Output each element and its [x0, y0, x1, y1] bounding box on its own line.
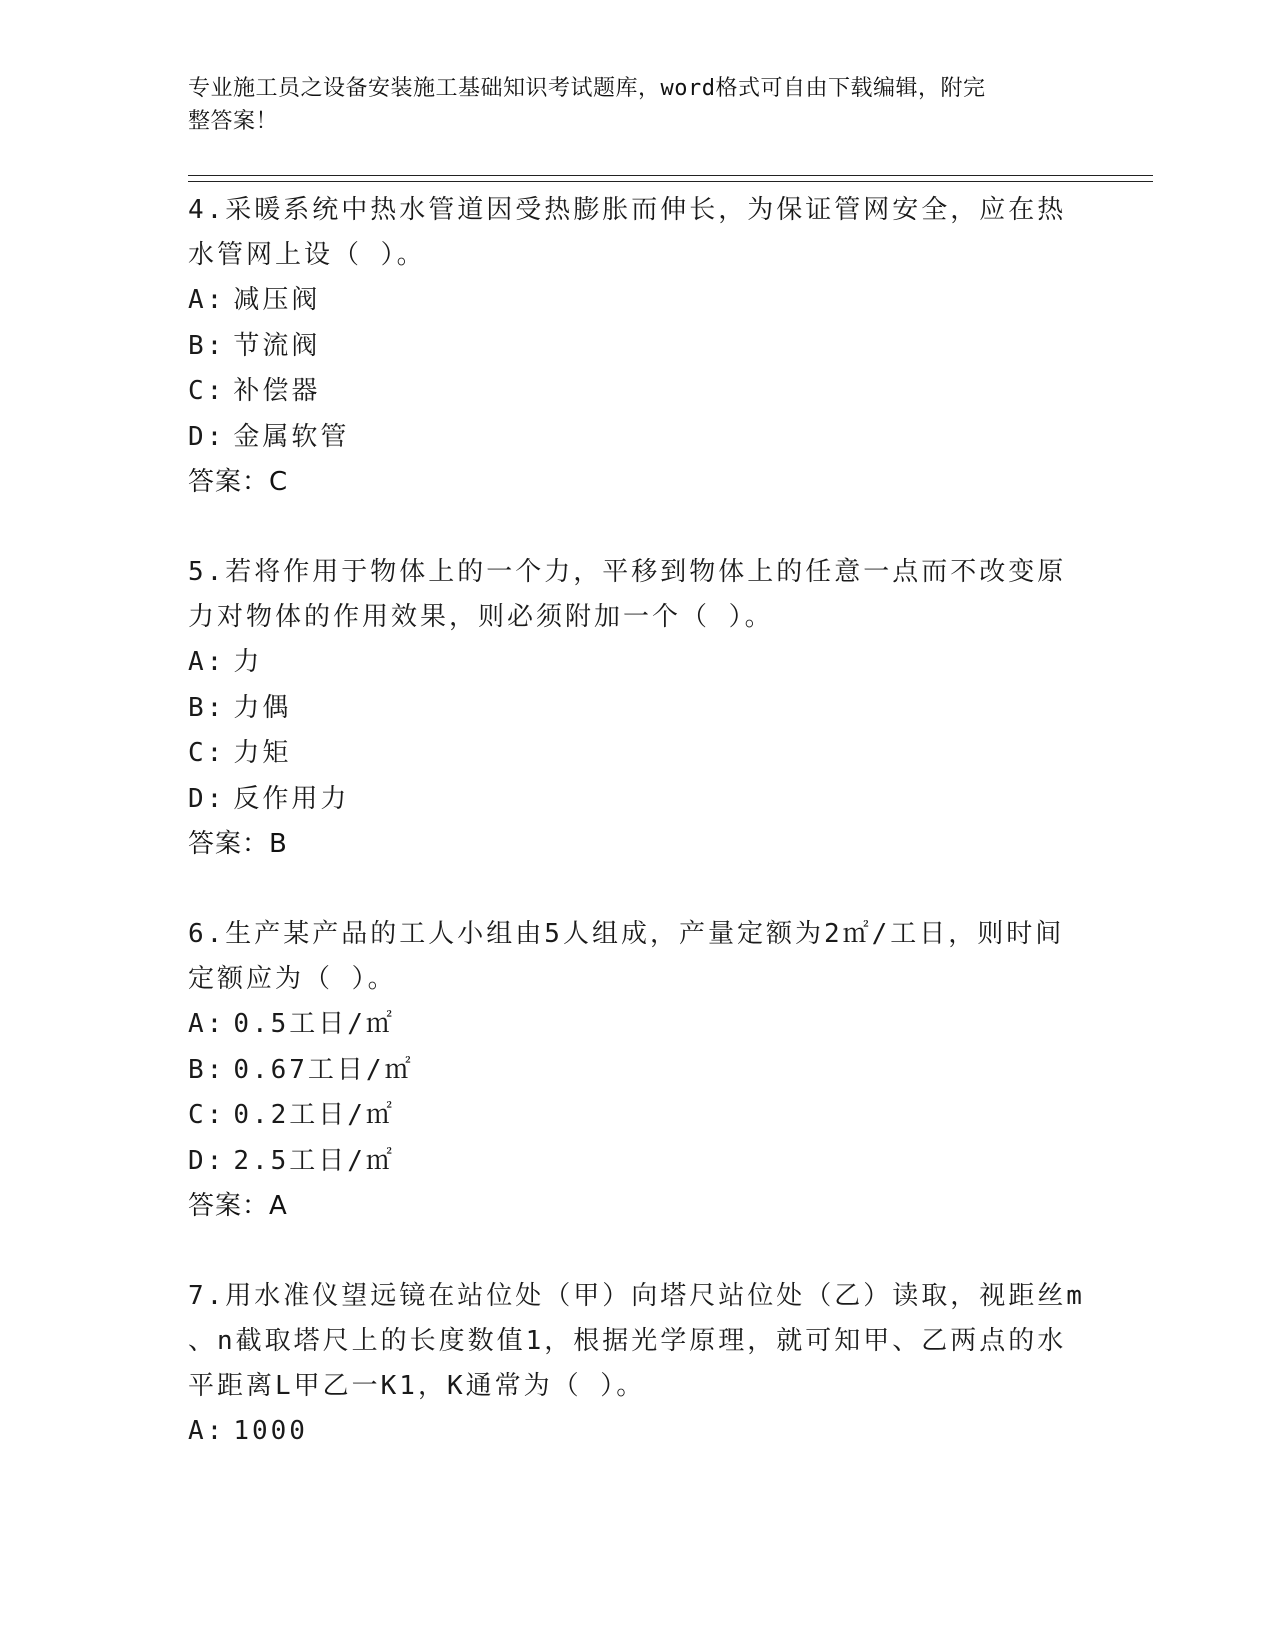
option-key: D: [188, 421, 226, 452]
option-a [188, 278, 1088, 324]
option-b [188, 1048, 1088, 1094]
option-key: D: [188, 1145, 226, 1176]
option-key: A: [188, 647, 226, 677]
answer-line: 答案：C [188, 467, 289, 497]
answer-line: 答案：A [188, 1191, 288, 1221]
option-key: A: [188, 285, 226, 315]
option-text: 反作用力 [233, 783, 350, 814]
option-b [188, 324, 1088, 370]
option-text: 力 [233, 647, 263, 677]
header-line-2: 整答案！ [188, 109, 279, 134]
question-stem-line: 定额应为（ ）。 [188, 964, 397, 994]
option-a [188, 1409, 1088, 1455]
option-text: 0.67工日/㎡ [233, 1054, 414, 1085]
option-key: D: [188, 783, 226, 814]
option-c [188, 1093, 1088, 1139]
option-text: 力偶 [233, 692, 292, 723]
option-text: 补偿器 [233, 376, 321, 406]
question-stem-line: 平距离L甲乙一K1，K通常为（ ）。 [188, 1371, 646, 1401]
option-text: 0.2工日/㎡ [233, 1100, 395, 1130]
option-key: B: [188, 1054, 226, 1085]
question-stem-line: 、n截取塔尺上的长度数值1，根据光学原理，就可知甲、乙两点的水 [188, 1326, 1067, 1356]
option-key: B: [188, 330, 226, 361]
option-text: 力矩 [233, 738, 292, 768]
header-line-1: 专业施工员之设备安装施工基础知识考试题库，word格式可自由下载编辑，附完 [188, 76, 986, 101]
option-d [188, 1139, 1088, 1185]
option-text: 0.5工日/㎡ [233, 1009, 395, 1039]
question-stem-line: 4.采暖系统中热水管道因受热膨胀而伸长，为保证管网安全，应在热 [188, 195, 1067, 225]
question-stem-line: 5.若将作用于物体上的一个力，平移到物体上的任意一点而不改变原 [188, 557, 1067, 587]
question-stem-line: 水管网上设（ ）。 [188, 240, 426, 270]
question-6 [188, 912, 1088, 1229]
option-key: B: [188, 692, 226, 723]
header-divider-bottom [188, 181, 1153, 182]
option-key: C: [188, 738, 226, 768]
question-stem-line: 力对物体的作用效果，则必须附加一个（ ）。 [188, 602, 774, 632]
header-divider-top [188, 175, 1153, 176]
option-c [188, 369, 1088, 415]
option-c [188, 731, 1088, 777]
option-text: 减压阀 [233, 285, 321, 315]
option-key: C: [188, 1100, 226, 1130]
option-a [188, 1002, 1088, 1048]
option-key: A: [188, 1009, 226, 1039]
document-header [188, 72, 1088, 138]
question-4 [188, 188, 1088, 505]
option-a [188, 640, 1088, 686]
option-text: 节流阀 [233, 330, 321, 361]
question-5 [188, 550, 1088, 867]
option-key: C: [188, 376, 226, 406]
option-text: 1000 [233, 1416, 308, 1446]
question-stem-line: 6.生产某产品的工人小组由5人组成，产量定额为2㎡/工日，则时间 [188, 919, 1065, 949]
option-d [188, 415, 1088, 461]
question-stem-line: 7.用水准仪望远镜在站位处（甲）向塔尺站位处（乙）读取，视距丝m [188, 1281, 1085, 1311]
option-text: 2.5工日/㎡ [233, 1145, 395, 1176]
answer-line: 答案：B [188, 829, 288, 859]
option-text: 金属软管 [233, 421, 350, 452]
option-key: A: [188, 1416, 226, 1446]
question-7 [188, 1274, 1088, 1455]
option-d [188, 777, 1088, 823]
option-b [188, 686, 1088, 732]
